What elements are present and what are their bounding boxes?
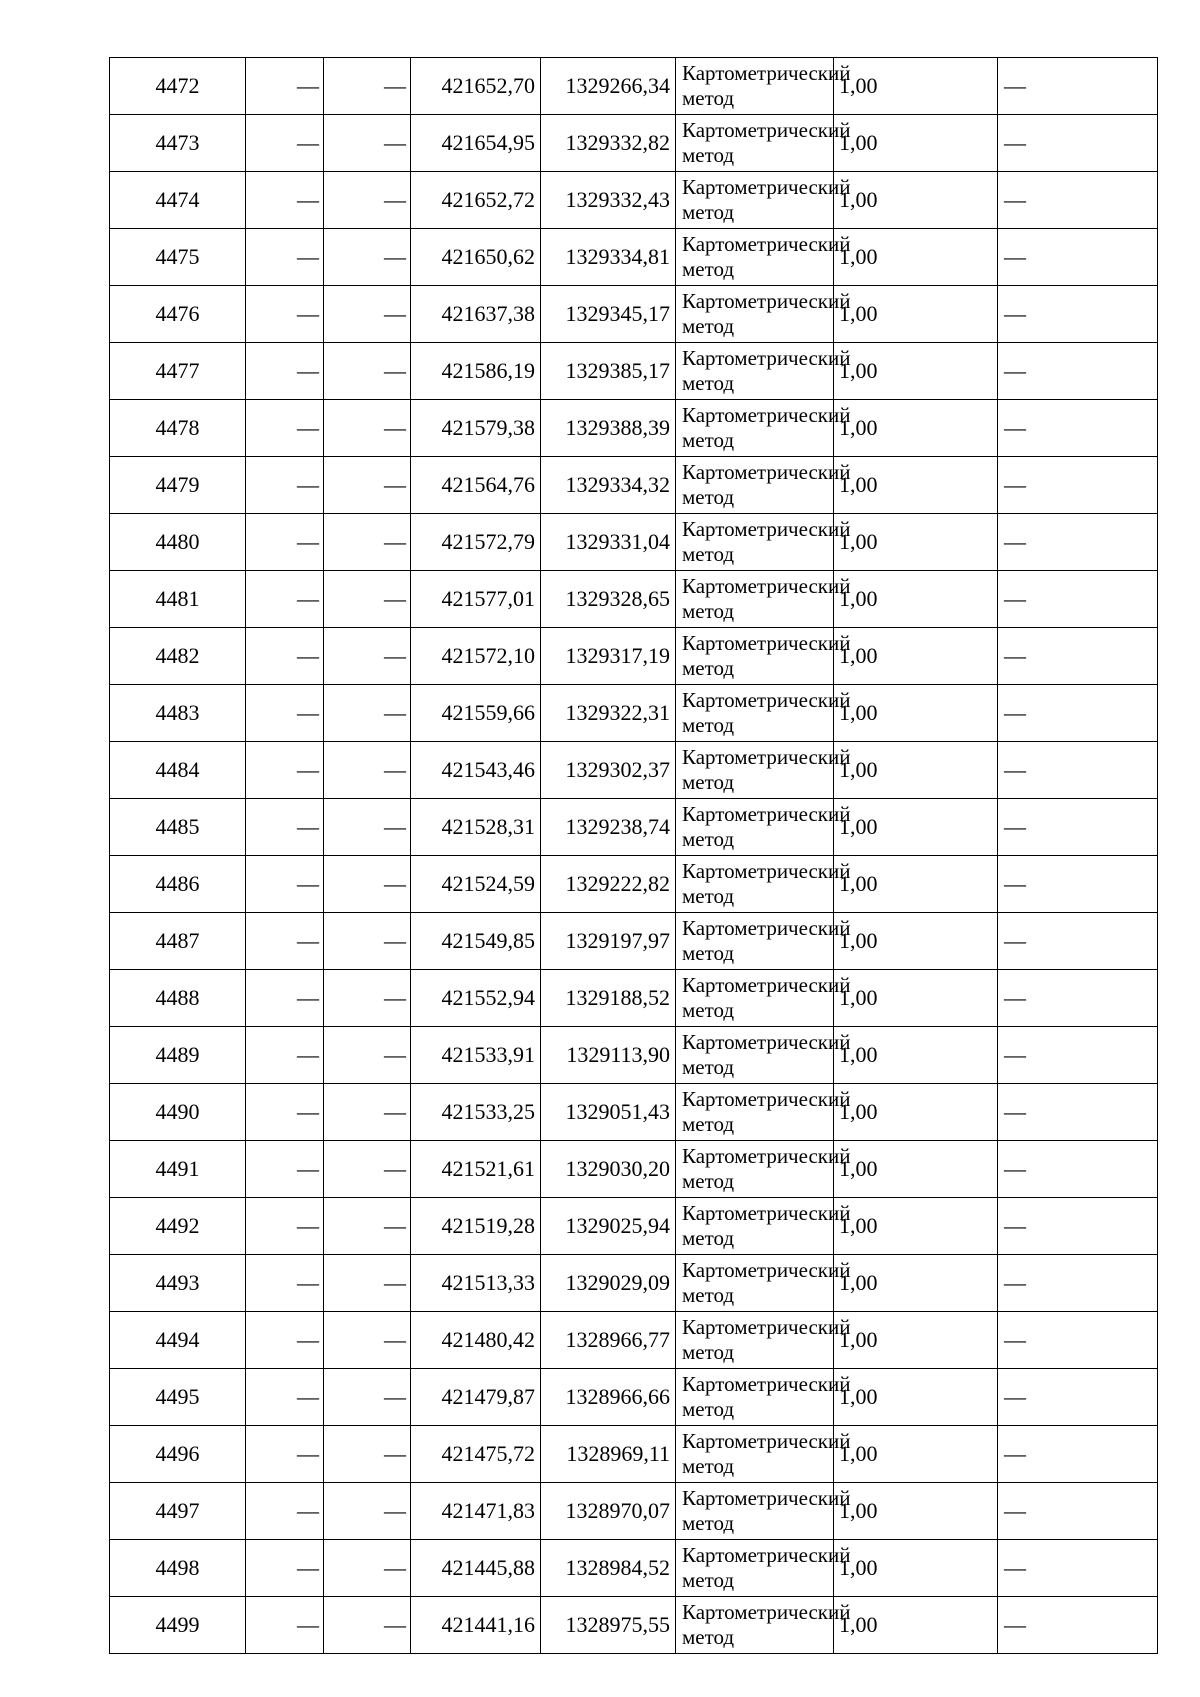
dash-cell: — (246, 1084, 324, 1141)
y-coordinate-cell: 1329388,39 (541, 400, 676, 457)
dash-cell: — (246, 400, 324, 457)
accuracy-cell: 1,00 (834, 514, 998, 571)
description-cell: — (998, 1597, 1158, 1654)
table-row (110, 970, 1158, 1027)
dash-cell: — (324, 514, 411, 571)
y-coordinate-cell: 1329385,17 (541, 343, 676, 400)
accuracy-cell: 1,00 (834, 1141, 998, 1198)
dash-cell: — (246, 571, 324, 628)
method-cell: Картометрический метод (676, 1027, 834, 1084)
accuracy-cell: 1,00 (834, 58, 998, 115)
method-cell: Картометрический метод (676, 514, 834, 571)
point-number-cell: 4485 (110, 799, 246, 856)
dash-cell: — (246, 1312, 324, 1369)
description-cell: — (998, 1084, 1158, 1141)
x-coordinate-cell: 421572,10 (411, 628, 541, 685)
point-number-cell: 4488 (110, 970, 246, 1027)
point-number-cell: 4479 (110, 457, 246, 514)
accuracy-cell: 1,00 (834, 1084, 998, 1141)
point-number-cell: 4476 (110, 286, 246, 343)
x-coordinate-cell: 421479,87 (411, 1369, 541, 1426)
point-number-cell: 4493 (110, 1255, 246, 1312)
table-row (110, 913, 1158, 970)
x-coordinate-cell: 421577,01 (411, 571, 541, 628)
table-row (110, 1426, 1158, 1483)
point-number-cell: 4490 (110, 1084, 246, 1141)
description-cell: — (998, 286, 1158, 343)
description-cell: — (998, 58, 1158, 115)
method-cell: Картометрический метод (676, 457, 834, 514)
point-number-cell: 4477 (110, 343, 246, 400)
dash-cell: — (324, 799, 411, 856)
point-number-cell: 4478 (110, 400, 246, 457)
x-coordinate-cell: 421652,70 (411, 58, 541, 115)
point-number-cell: 4491 (110, 1141, 246, 1198)
method-cell: Картометрический метод (676, 343, 834, 400)
accuracy-cell: 1,00 (834, 1198, 998, 1255)
y-coordinate-cell: 1329197,97 (541, 913, 676, 970)
dash-cell: — (246, 799, 324, 856)
dash-cell: — (246, 514, 324, 571)
point-number-cell: 4483 (110, 685, 246, 742)
accuracy-cell: 1,00 (834, 1597, 998, 1654)
table-row (110, 400, 1158, 457)
y-coordinate-cell: 1329188,52 (541, 970, 676, 1027)
point-number-cell: 4492 (110, 1198, 246, 1255)
x-coordinate-cell: 421543,46 (411, 742, 541, 799)
dash-cell: — (324, 1369, 411, 1426)
dash-cell: — (324, 115, 411, 172)
method-cell: Картометрический метод (676, 1198, 834, 1255)
accuracy-cell: 1,00 (834, 856, 998, 913)
accuracy-cell: 1,00 (834, 742, 998, 799)
y-coordinate-cell: 1328969,11 (541, 1426, 676, 1483)
x-coordinate-cell: 421445,88 (411, 1540, 541, 1597)
method-cell: Картометрический метод (676, 685, 834, 742)
dash-cell: — (324, 1597, 411, 1654)
y-coordinate-cell: 1329332,43 (541, 172, 676, 229)
x-coordinate-cell: 421564,76 (411, 457, 541, 514)
table-row (110, 685, 1158, 742)
y-coordinate-cell: 1329238,74 (541, 799, 676, 856)
dash-cell: — (246, 115, 324, 172)
point-number-cell: 4472 (110, 58, 246, 115)
description-cell: — (998, 172, 1158, 229)
description-cell: — (998, 628, 1158, 685)
accuracy-cell: 1,00 (834, 1540, 998, 1597)
point-number-cell: 4480 (110, 514, 246, 571)
y-coordinate-cell: 1329266,34 (541, 58, 676, 115)
dash-cell: — (246, 172, 324, 229)
point-number-cell: 4474 (110, 172, 246, 229)
method-cell: Картометрический метод (676, 1084, 834, 1141)
point-number-cell: 4475 (110, 229, 246, 286)
x-coordinate-cell: 421552,94 (411, 970, 541, 1027)
accuracy-cell: 1,00 (834, 115, 998, 172)
description-cell: — (998, 970, 1158, 1027)
description-cell: — (998, 1483, 1158, 1540)
x-coordinate-cell: 421471,83 (411, 1483, 541, 1540)
x-coordinate-cell: 421524,59 (411, 856, 541, 913)
table-row (110, 856, 1158, 913)
accuracy-cell: 1,00 (834, 457, 998, 514)
dash-cell: — (246, 1483, 324, 1540)
method-cell: Картометрический метод (676, 571, 834, 628)
accuracy-cell: 1,00 (834, 571, 998, 628)
table-row (110, 1369, 1158, 1426)
accuracy-cell: 1,00 (834, 685, 998, 742)
y-coordinate-cell: 1329331,04 (541, 514, 676, 571)
x-coordinate-cell: 421654,95 (411, 115, 541, 172)
description-cell: — (998, 1255, 1158, 1312)
dash-cell: — (246, 685, 324, 742)
accuracy-cell: 1,00 (834, 628, 998, 685)
table-row (110, 799, 1158, 856)
y-coordinate-cell: 1329030,20 (541, 1141, 676, 1198)
dash-cell: — (324, 913, 411, 970)
method-cell: Картометрический метод (676, 58, 834, 115)
x-coordinate-cell: 421652,72 (411, 172, 541, 229)
y-coordinate-cell: 1329051,43 (541, 1084, 676, 1141)
y-coordinate-cell: 1329334,81 (541, 229, 676, 286)
dash-cell: — (246, 343, 324, 400)
accuracy-cell: 1,00 (834, 1369, 998, 1426)
x-coordinate-cell: 421579,38 (411, 400, 541, 457)
table-row (110, 1027, 1158, 1084)
accuracy-cell: 1,00 (834, 286, 998, 343)
x-coordinate-cell: 421559,66 (411, 685, 541, 742)
description-cell: — (998, 799, 1158, 856)
description-cell: — (998, 115, 1158, 172)
y-coordinate-cell: 1329029,09 (541, 1255, 676, 1312)
x-coordinate-cell: 421441,16 (411, 1597, 541, 1654)
method-cell: Картометрический метод (676, 856, 834, 913)
dash-cell: — (324, 1027, 411, 1084)
table-row (110, 457, 1158, 514)
x-coordinate-cell: 421533,25 (411, 1084, 541, 1141)
dash-cell: — (246, 58, 324, 115)
method-cell: Картометрический метод (676, 1369, 834, 1426)
accuracy-cell: 1,00 (834, 229, 998, 286)
y-coordinate-cell: 1329322,31 (541, 685, 676, 742)
table-row (110, 1198, 1158, 1255)
x-coordinate-cell: 421528,31 (411, 799, 541, 856)
table-row (110, 1255, 1158, 1312)
y-coordinate-cell: 1329328,65 (541, 571, 676, 628)
table-row (110, 286, 1158, 343)
description-cell: — (998, 742, 1158, 799)
method-cell: Картометрический метод (676, 229, 834, 286)
method-cell: Картометрический метод (676, 400, 834, 457)
description-cell: — (998, 1027, 1158, 1084)
description-cell: — (998, 400, 1158, 457)
accuracy-cell: 1,00 (834, 1027, 998, 1084)
y-coordinate-cell: 1329317,19 (541, 628, 676, 685)
point-number-cell: 4496 (110, 1426, 246, 1483)
coordinates-table (109, 57, 1158, 1654)
table-row (110, 1141, 1158, 1198)
method-cell: Картометрический метод (676, 1483, 834, 1540)
description-cell: — (998, 343, 1158, 400)
method-cell: Картометрический метод (676, 1426, 834, 1483)
point-number-cell: 4489 (110, 1027, 246, 1084)
dash-cell: — (324, 1483, 411, 1540)
method-cell: Картометрический метод (676, 799, 834, 856)
dash-cell: — (324, 571, 411, 628)
point-number-cell: 4487 (110, 913, 246, 970)
dash-cell: — (324, 1255, 411, 1312)
description-cell: — (998, 229, 1158, 286)
table-row (110, 571, 1158, 628)
accuracy-cell: 1,00 (834, 799, 998, 856)
dash-cell: — (246, 286, 324, 343)
dash-cell: — (246, 1597, 324, 1654)
x-coordinate-cell: 421513,33 (411, 1255, 541, 1312)
accuracy-cell: 1,00 (834, 1312, 998, 1369)
table-row (110, 58, 1158, 115)
method-cell: Картометрический метод (676, 1141, 834, 1198)
dash-cell: — (246, 1198, 324, 1255)
table-row (110, 172, 1158, 229)
dash-cell: — (324, 286, 411, 343)
dash-cell: — (246, 1540, 324, 1597)
point-number-cell: 4494 (110, 1312, 246, 1369)
method-cell: Картометрический метод (676, 172, 834, 229)
x-coordinate-cell: 421650,62 (411, 229, 541, 286)
dash-cell: — (324, 1084, 411, 1141)
table-body (110, 58, 1158, 1654)
x-coordinate-cell: 421549,85 (411, 913, 541, 970)
table-row (110, 1084, 1158, 1141)
accuracy-cell: 1,00 (834, 343, 998, 400)
y-coordinate-cell: 1329345,17 (541, 286, 676, 343)
y-coordinate-cell: 1328970,07 (541, 1483, 676, 1540)
dash-cell: — (246, 1027, 324, 1084)
dash-cell: — (324, 1141, 411, 1198)
x-coordinate-cell: 421480,42 (411, 1312, 541, 1369)
method-cell: Картометрический метод (676, 1540, 834, 1597)
description-cell: — (998, 685, 1158, 742)
dash-cell: — (324, 457, 411, 514)
table-row (110, 742, 1158, 799)
x-coordinate-cell: 421533,91 (411, 1027, 541, 1084)
accuracy-cell: 1,00 (834, 400, 998, 457)
dash-cell: — (324, 343, 411, 400)
description-cell: — (998, 457, 1158, 514)
dash-cell: — (246, 913, 324, 970)
x-coordinate-cell: 421637,38 (411, 286, 541, 343)
accuracy-cell: 1,00 (834, 1255, 998, 1312)
description-cell: — (998, 1540, 1158, 1597)
point-number-cell: 4495 (110, 1369, 246, 1426)
dash-cell: — (324, 1540, 411, 1597)
description-cell: — (998, 856, 1158, 913)
dash-cell: — (324, 172, 411, 229)
method-cell: Картометрический метод (676, 286, 834, 343)
description-cell: — (998, 571, 1158, 628)
dash-cell: — (324, 685, 411, 742)
x-coordinate-cell: 421521,61 (411, 1141, 541, 1198)
dash-cell: — (246, 1426, 324, 1483)
y-coordinate-cell: 1329025,94 (541, 1198, 676, 1255)
description-cell: — (998, 1426, 1158, 1483)
description-cell: — (998, 1369, 1158, 1426)
method-cell: Картометрический метод (676, 115, 834, 172)
point-number-cell: 4497 (110, 1483, 246, 1540)
dash-cell: — (324, 856, 411, 913)
table-row (110, 343, 1158, 400)
point-number-cell: 4473 (110, 115, 246, 172)
x-coordinate-cell: 421519,28 (411, 1198, 541, 1255)
point-number-cell: 4484 (110, 742, 246, 799)
description-cell: — (998, 913, 1158, 970)
y-coordinate-cell: 1328966,66 (541, 1369, 676, 1426)
table-row (110, 1483, 1158, 1540)
y-coordinate-cell: 1328975,55 (541, 1597, 676, 1654)
y-coordinate-cell: 1329332,82 (541, 115, 676, 172)
table-row (110, 514, 1158, 571)
point-number-cell: 4482 (110, 628, 246, 685)
dash-cell: — (246, 1255, 324, 1312)
dash-cell: — (324, 742, 411, 799)
point-number-cell: 4481 (110, 571, 246, 628)
dash-cell: — (246, 628, 324, 685)
accuracy-cell: 1,00 (834, 172, 998, 229)
dash-cell: — (246, 856, 324, 913)
dash-cell: — (324, 58, 411, 115)
method-cell: Картометрический метод (676, 742, 834, 799)
dash-cell: — (246, 970, 324, 1027)
y-coordinate-cell: 1328966,77 (541, 1312, 676, 1369)
table-row (110, 1540, 1158, 1597)
description-cell: — (998, 1141, 1158, 1198)
dash-cell: — (324, 1426, 411, 1483)
method-cell: Картометрический метод (676, 1255, 834, 1312)
point-number-cell: 4499 (110, 1597, 246, 1654)
method-cell: Картометрический метод (676, 1312, 834, 1369)
method-cell: Картометрический метод (676, 913, 834, 970)
y-coordinate-cell: 1329113,90 (541, 1027, 676, 1084)
method-cell: Картометрический метод (676, 970, 834, 1027)
accuracy-cell: 1,00 (834, 1426, 998, 1483)
dash-cell: — (324, 229, 411, 286)
point-number-cell: 4486 (110, 856, 246, 913)
y-coordinate-cell: 1328984,52 (541, 1540, 676, 1597)
method-cell: Картометрический метод (676, 628, 834, 685)
dash-cell: — (324, 400, 411, 457)
accuracy-cell: 1,00 (834, 970, 998, 1027)
dash-cell: — (324, 1312, 411, 1369)
accuracy-cell: 1,00 (834, 913, 998, 970)
table-row (110, 1597, 1158, 1654)
dash-cell: — (324, 628, 411, 685)
y-coordinate-cell: 1329302,37 (541, 742, 676, 799)
x-coordinate-cell: 421586,19 (411, 343, 541, 400)
dash-cell: — (246, 229, 324, 286)
y-coordinate-cell: 1329334,32 (541, 457, 676, 514)
dash-cell: — (246, 1369, 324, 1426)
y-coordinate-cell: 1329222,82 (541, 856, 676, 913)
x-coordinate-cell: 421572,79 (411, 514, 541, 571)
x-coordinate-cell: 421475,72 (411, 1426, 541, 1483)
table-row (110, 115, 1158, 172)
description-cell: — (998, 1198, 1158, 1255)
dash-cell: — (246, 742, 324, 799)
table-row (110, 628, 1158, 685)
dash-cell: — (324, 1198, 411, 1255)
dash-cell: — (246, 457, 324, 514)
description-cell: — (998, 1312, 1158, 1369)
accuracy-cell: 1,00 (834, 1483, 998, 1540)
dash-cell: — (246, 1141, 324, 1198)
point-number-cell: 4498 (110, 1540, 246, 1597)
method-cell: Картометрический метод (676, 1597, 834, 1654)
table-row (110, 229, 1158, 286)
dash-cell: — (324, 970, 411, 1027)
description-cell: — (998, 514, 1158, 571)
table-row (110, 1312, 1158, 1369)
